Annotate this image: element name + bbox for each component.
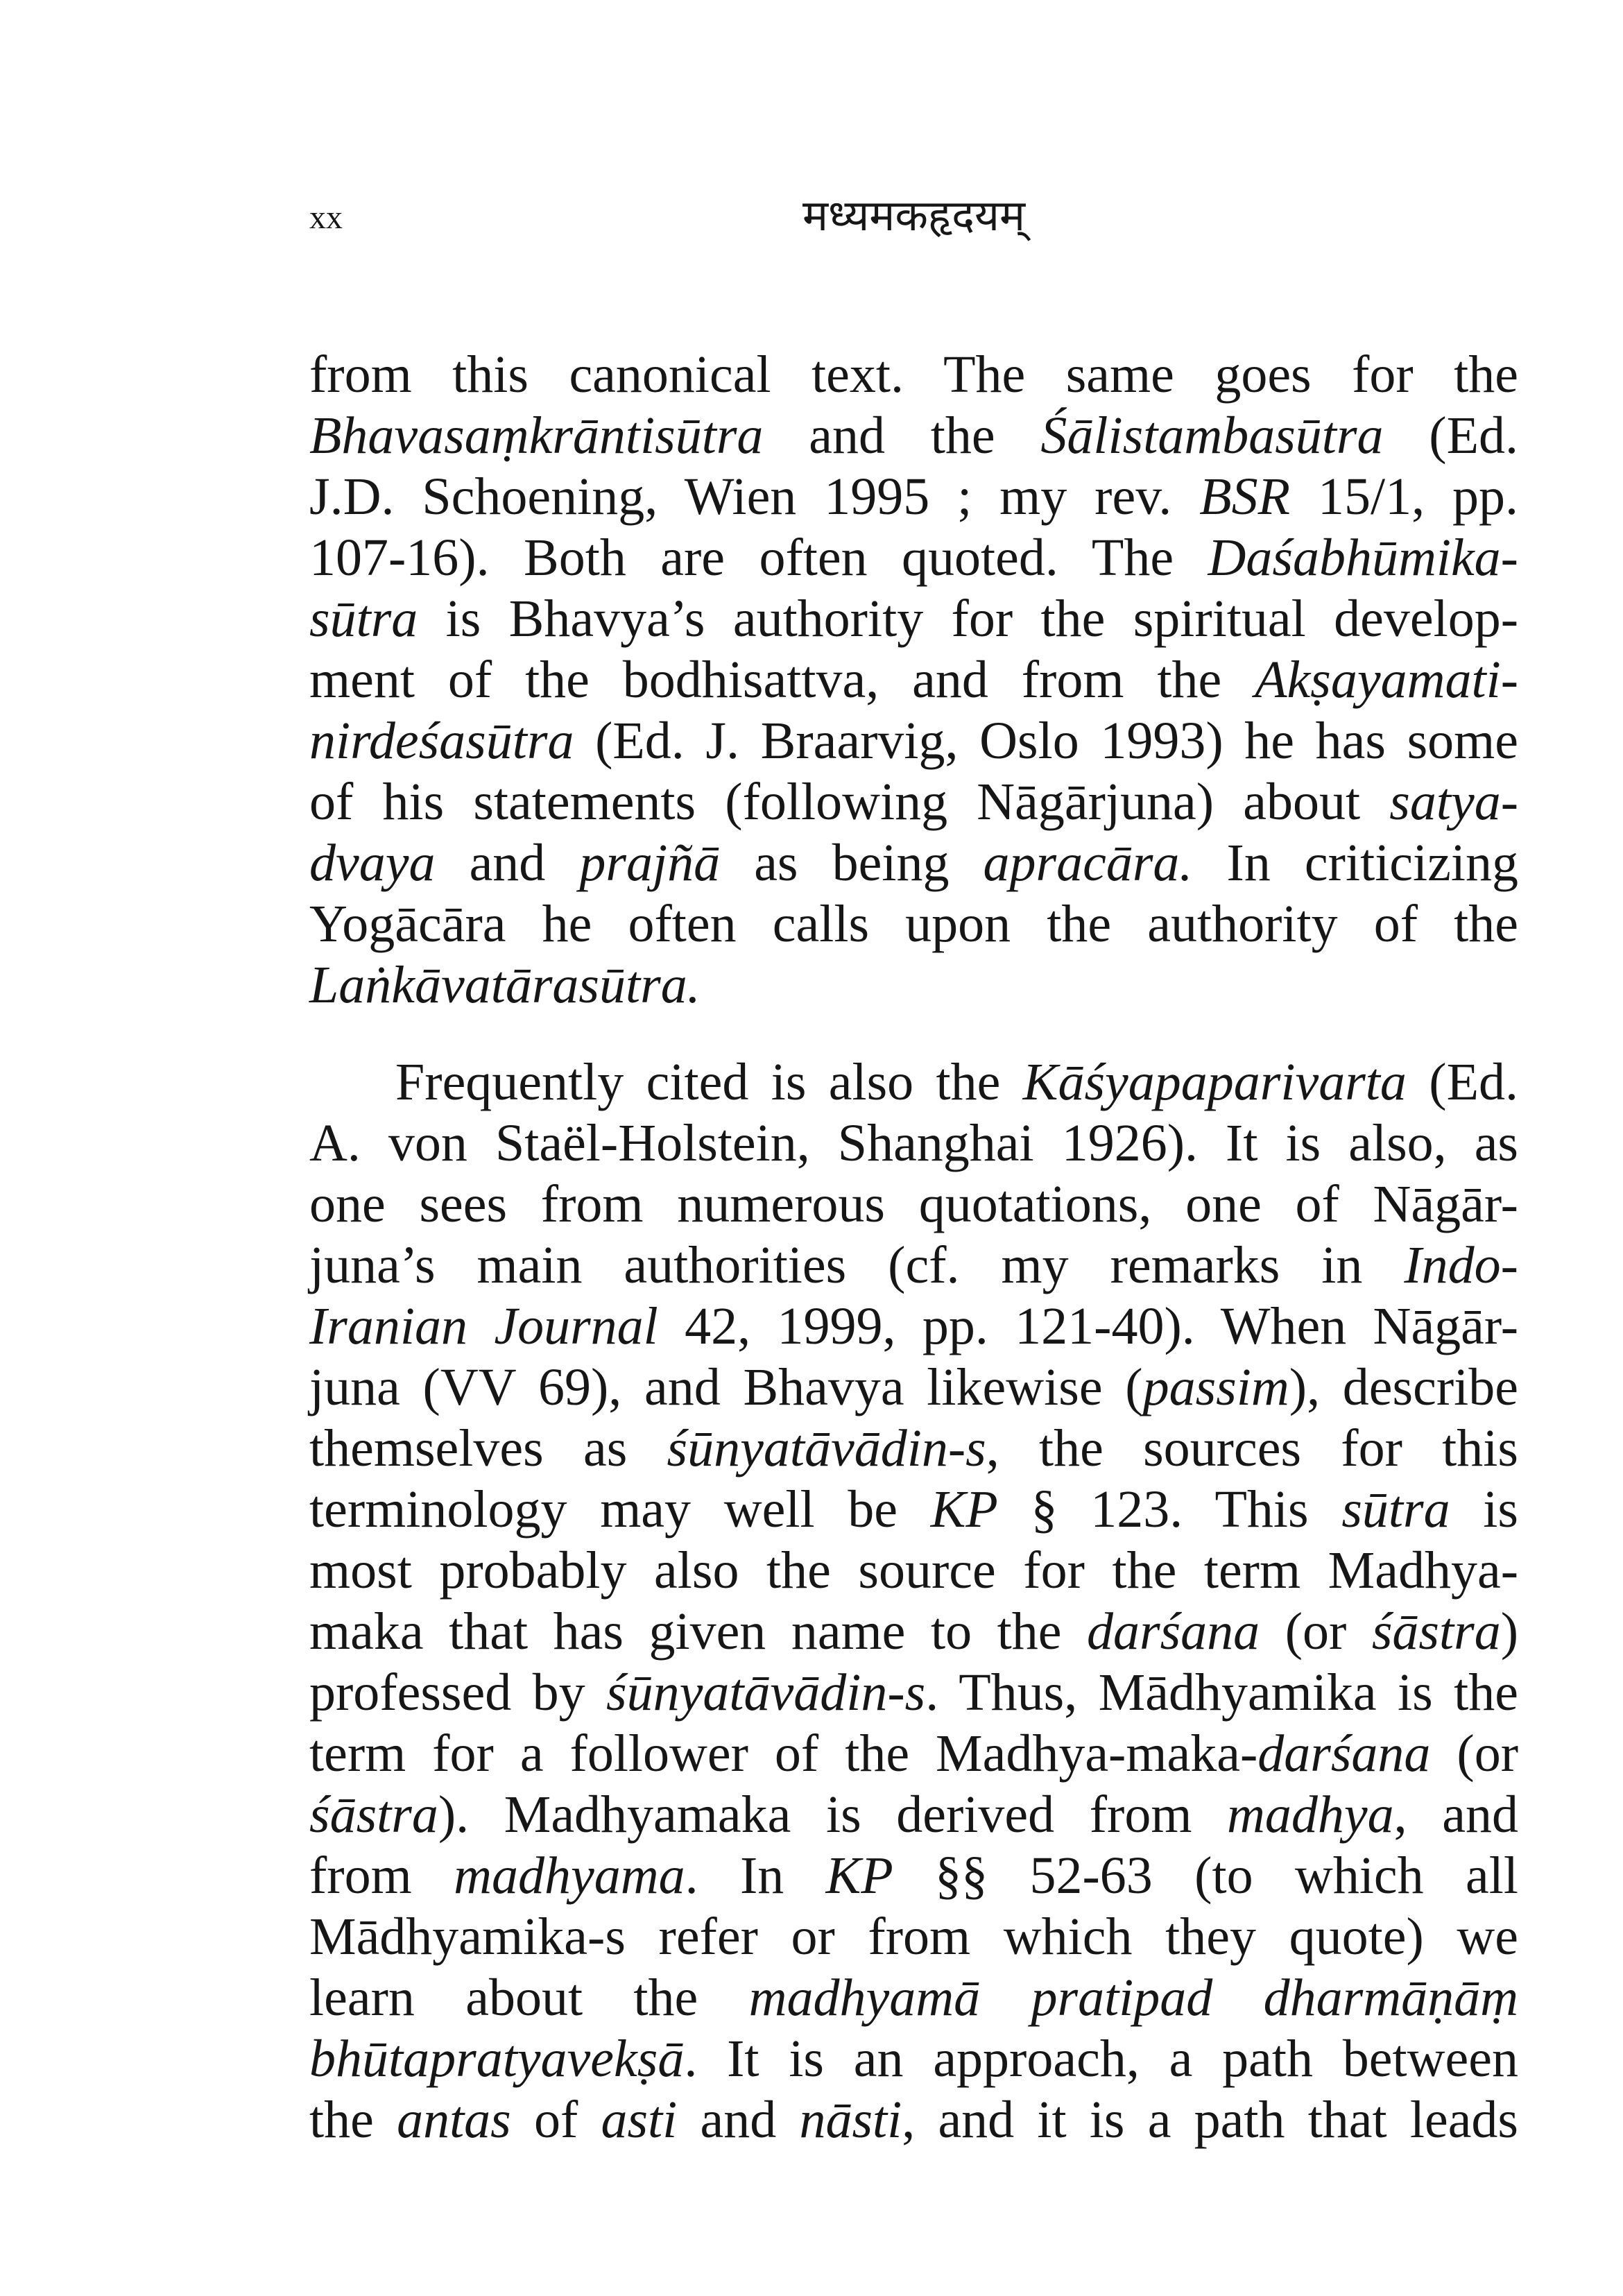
text-line (309, 1052, 1518, 1113)
text-run: . Thus, Mādhyamika is the (925, 1663, 1518, 1722)
italic-term: KP (930, 1480, 998, 1539)
text-line (309, 710, 1518, 771)
text-run: ), describe (1289, 1358, 1518, 1416)
italic-term: darśana (1257, 1724, 1431, 1783)
italic-term: śūnyatāvādin-s (667, 1419, 986, 1477)
text-line (309, 1479, 1518, 1540)
italic-term: apracāra. (983, 834, 1193, 892)
italic-term: śāstra (309, 1785, 438, 1844)
italic-term: prajñā (579, 834, 721, 892)
text-run: juna (VV 69), and Bhavya likewise ( (309, 1358, 1143, 1416)
italic-term: śūnyatāvādin-s (606, 1663, 926, 1722)
text-run: juna’s main authorities (cf. my remarks in (309, 1236, 1405, 1294)
text-line (309, 1662, 1518, 1723)
text-run: §§ 52-63 (to which all (893, 1847, 1518, 1905)
text-run: § 123. This (997, 1480, 1342, 1539)
text-run: and the (763, 406, 1041, 465)
body-paragraph (309, 1052, 1518, 2150)
text-run: themselves as (309, 1419, 667, 1477)
italic-term: Daśabhūmika- (1208, 529, 1518, 587)
text-line (309, 1418, 1518, 1479)
text-line (309, 1235, 1518, 1296)
italic-term: nirdeśasūtra (309, 712, 574, 770)
text-line (309, 2089, 1518, 2150)
italic-term: Laṅkāvatārasūtra. (309, 956, 701, 1014)
text-line (309, 588, 1518, 649)
text-line (309, 1601, 1518, 1662)
text-run: term for a follower of the Madhya-maka- (309, 1724, 1258, 1783)
text-run: and (435, 834, 580, 892)
body-paragraph (309, 344, 1518, 1016)
text-line (309, 1296, 1518, 1357)
text-run: is (1450, 1480, 1518, 1539)
text-run: one sees from numerous quotations, one of Nāgār- (309, 1175, 1518, 1233)
text-run: , and (1393, 1785, 1518, 1844)
text-line (309, 1845, 1518, 1906)
text-run: of his statements (following Nāgārjuna) about (309, 773, 1390, 831)
text-run: Yogācāra he often calls upon the authority of the (309, 895, 1518, 953)
italic-term: passim (1142, 1358, 1289, 1416)
italic-term: antas (397, 2091, 511, 2149)
text-line (309, 832, 1518, 893)
italic-term: KP (825, 1847, 893, 1905)
text-run: . It is an approach, a path between (684, 2030, 1518, 2088)
italic-term: Indo- (1404, 1236, 1518, 1294)
text-run: A. von Staël-Holstein, Shanghai 1926). It is also, as (309, 1114, 1518, 1172)
italic-term: madhyamā pratipad dharmāṇāṃ (748, 1969, 1518, 2027)
text-line (309, 893, 1518, 954)
text-run: terminology may well be (309, 1480, 931, 1539)
text-run: 15/1, pp. (1290, 468, 1519, 526)
text-line (309, 1967, 1518, 2028)
text-line (309, 1357, 1518, 1418)
text-line (309, 1723, 1518, 1784)
text-line (309, 344, 1518, 405)
text-line (309, 466, 1518, 527)
italic-term: Iranian Journal (309, 1297, 658, 1355)
text-run: In criticizing (1192, 834, 1518, 892)
text-run: maka that has given name to the (309, 1602, 1087, 1661)
italic-term: satya- (1389, 773, 1518, 831)
text-line (309, 527, 1518, 588)
text-line (309, 954, 1518, 1016)
italic-term: dvaya (309, 834, 436, 892)
italic-term: Akṣayamati- (1255, 651, 1518, 709)
text-run: from this canonical text. The same goes for the (309, 345, 1518, 404)
italic-term: Bhavasaṃkrāntisūtra (309, 406, 764, 465)
text-line (309, 771, 1518, 832)
text-run: and (677, 2091, 800, 2149)
text-run: , the sources for this (986, 1419, 1518, 1477)
body-text (309, 344, 1518, 2150)
italic-term: sūtra (1341, 1480, 1450, 1539)
italic-term: madhyama (454, 1847, 685, 1905)
text-run: learn about the (309, 1969, 749, 2027)
text-run: is Bhavya’s authority for the spiritual develop- (418, 590, 1518, 648)
page-number: xx (309, 199, 343, 236)
text-line (309, 1174, 1518, 1235)
text-run: . In (685, 1847, 826, 1905)
text-run: (Ed. (1406, 1053, 1518, 1111)
text-run: (Ed. J. Braarvig, Oslo 1993) he has some (574, 712, 1518, 770)
text-run: ). Madhyamaka is derived from (438, 1785, 1228, 1844)
italic-term: Śālistambasūtra (1040, 406, 1384, 465)
text-run: most probably also the source for the term Madhya- (309, 1541, 1518, 1600)
text-run: 42, 1999, pp. 121-40). When Nāgār- (658, 1297, 1518, 1355)
text-line (309, 649, 1518, 710)
text-line (309, 405, 1518, 466)
text-run: 107-16). Both are often quoted. The (309, 529, 1208, 587)
text-run: (or (1260, 1602, 1372, 1661)
italic-term: nāsti (799, 2091, 902, 2149)
text-run: the (309, 2091, 397, 2149)
text-run: J.D. Schoening, Wien 1995 ; my rev. (309, 468, 1200, 526)
text-line (309, 2028, 1518, 2089)
text-run: from (309, 1847, 454, 1905)
italic-term: sūtra (309, 590, 418, 648)
italic-term: BSR (1199, 468, 1291, 526)
text-run: professed by (309, 1663, 607, 1722)
text-line (309, 1113, 1518, 1174)
text-run: (or (1430, 1724, 1519, 1783)
italic-term: Kāśyapaparivarta (1022, 1053, 1407, 1111)
italic-term: bhūtapratyavekṣā (309, 2030, 685, 2088)
text-run: , and it is a path that leads (902, 2091, 1519, 2149)
text-run: ) (1500, 1602, 1518, 1661)
text-run: (Ed. (1383, 406, 1518, 465)
italic-term: darśana (1087, 1602, 1260, 1661)
text-run: as being (720, 834, 984, 892)
running-title: मध्यमकहृदयम् (802, 193, 1026, 240)
italic-term: śāstra (1371, 1602, 1501, 1661)
text-run: Frequently cited is also the (395, 1053, 1023, 1111)
text-line (309, 1540, 1518, 1601)
text-line (309, 1906, 1518, 1967)
text-run: ment of the bodhisattva, and from the (309, 651, 1255, 709)
text-line (309, 1784, 1518, 1845)
italic-term: asti (601, 2091, 678, 2149)
text-run: of (510, 2091, 601, 2149)
text-run: Mādhyamika-s refer or from which they quote) we (309, 1908, 1518, 1966)
italic-term: madhya (1227, 1785, 1394, 1844)
